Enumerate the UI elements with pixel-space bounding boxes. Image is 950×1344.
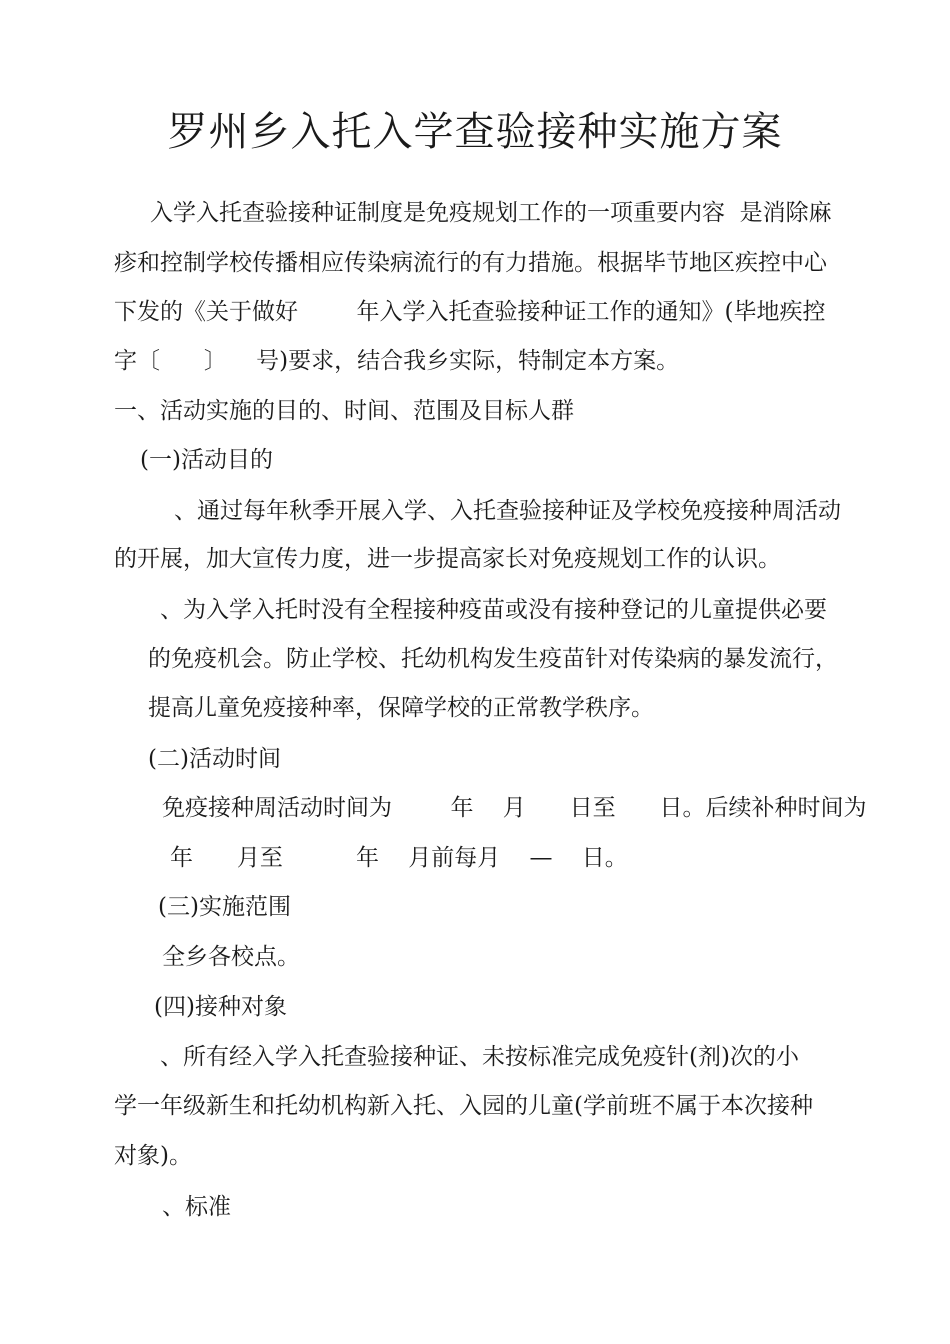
paragraph-line: 、所有经入学入托查验接种证、未按标准完成免疫针(剂)次的小: [160, 1044, 799, 1070]
paragraph-line: 入学入托查验接种证制度是免疫规划工作的一项重要内容 是消除麻: [150, 200, 832, 226]
paragraph-line: 的开展，加大宣传力度，进一步提高家长对免疫规划工作的认识。: [114, 546, 781, 572]
paragraph-line: 疹和控制学校传播相应传染病流行的有力措施。根据毕节地区疾控中心: [114, 250, 827, 276]
paragraph-line: 的免疫机会。防止学校、托幼机构发生疫苗针对传染病的暴发流行，: [148, 646, 838, 672]
paragraph-line: 下发的《关于做好 年入学入托查验接种证工作的通知》(毕地疾控: [114, 299, 826, 325]
paragraph-line: 、标准: [162, 1194, 231, 1220]
subsection-heading: (二)活动时间: [148, 746, 281, 772]
paragraph-line: 免疫接种周活动时间为 年 月 日至 日。后续补种时间为: [162, 795, 867, 821]
paragraph-line: 对象)。: [114, 1143, 192, 1169]
paragraph-line: 提高儿童免疫接种率，保障学校的正常教学秩序。: [148, 695, 654, 721]
section-heading: 一、活动实施的目的、时间、范围及目标人群: [114, 398, 574, 424]
subsection-heading: (三)实施范围: [158, 894, 291, 920]
subsection-heading: (四)接种对象: [154, 994, 287, 1020]
paragraph-line: 学一年级新生和托幼机构新入托、入园的儿童(学前班不属于本次接种: [114, 1093, 813, 1119]
subsection-heading: (一)活动目的: [140, 447, 273, 473]
paragraph-line: 年 月至 年 月前每月 — 日。: [170, 845, 628, 871]
document-title: 罗州乡入托入学查验接种实施方案: [167, 109, 783, 155]
paragraph-line: 、为入学入托时没有全程接种疫苗或没有接种登记的儿童提供必要: [160, 597, 827, 623]
paragraph-line: 字〔 〕 号)要求，结合我乡实际，特制定本方案。: [114, 348, 680, 374]
paragraph-line: 、通过每年秋季开展入学、入托查验接种证及学校免疫接种周活动: [174, 498, 841, 524]
paragraph-line: 全乡各校点。: [162, 944, 300, 970]
